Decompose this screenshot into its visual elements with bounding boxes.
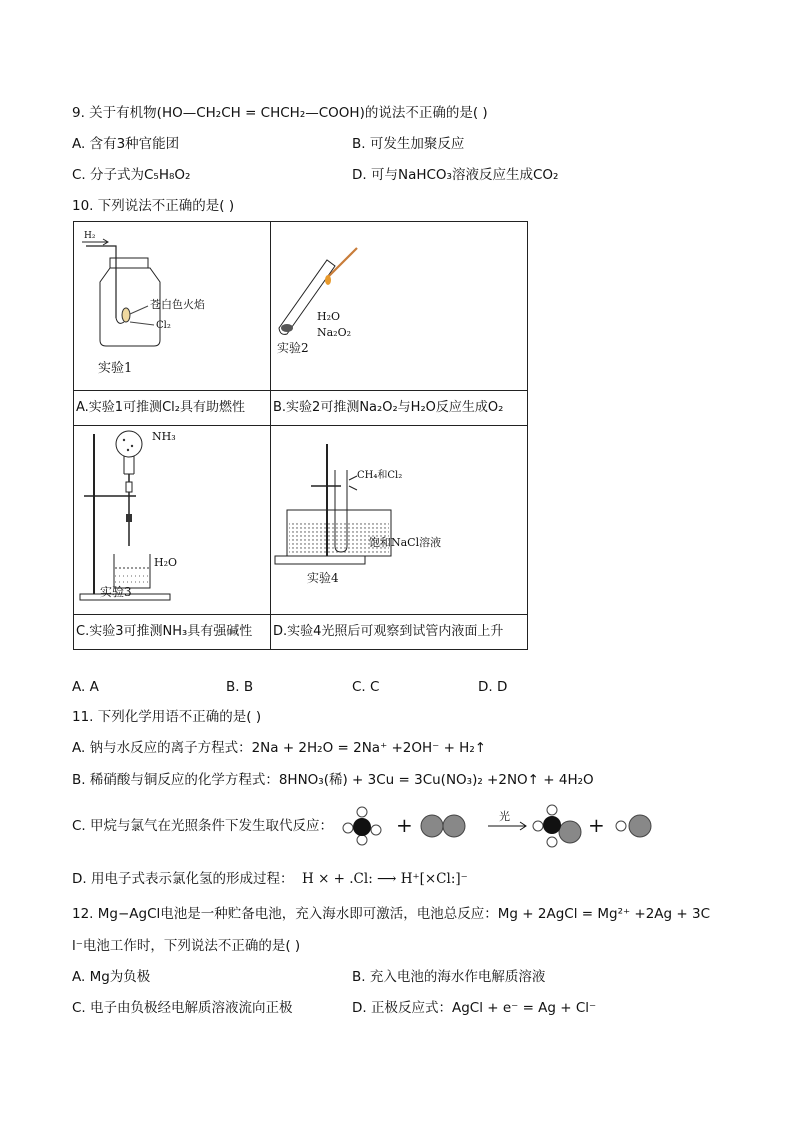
hcl-electron-formula: H × + .Cl: ⟶ H⁺[×Cl:]⁻ — [302, 871, 468, 887]
exp4-caption: D.实验4光照后可观察到试管内液面上升 — [273, 624, 504, 639]
q12-stem-line2: l⁻电池工作时，下列说法不正确的是( ) — [72, 938, 301, 954]
q12-option-b: B. 充入电池的海水作电解质溶液 — [352, 969, 546, 985]
q10-option-a: A. A — [72, 679, 99, 695]
q10-option-d: D. D — [478, 679, 508, 695]
exp1-caption: A.实验1可推测Cl₂具有助燃性 — [76, 400, 245, 415]
exp1-flame-label: 苍白色火焰 — [150, 298, 205, 311]
exp1-caption-cell — [74, 391, 271, 426]
q12-stem-line1: 12. Mg−AgCl电池是一种贮备电池，充入海水即可激活，电池总反应：Mg + 2AgCl = Mg²⁺ +2Ag + 3C — [72, 906, 711, 922]
exp4-figure-cell — [271, 426, 528, 615]
q9-option-c: C. 分子式为C₅H₈O₂ — [72, 167, 191, 183]
exp2-label: 实验2 — [277, 341, 309, 355]
exp2-water-label: H₂O — [317, 310, 341, 323]
exp1-label: 实验1 — [98, 361, 133, 376]
exp1-figure-cell — [74, 222, 271, 391]
exp3-caption: C.实验3可推测NH₃具有强碱性 — [76, 624, 253, 639]
q12-option-a: A. Mg为负极 — [72, 969, 151, 985]
q12-option-c: C. 电子由负极经电解质溶液流向正极 — [72, 1000, 293, 1016]
exp4-diagram — [271, 426, 527, 610]
q9-option-a: A. 含有3种官能团 — [72, 136, 180, 152]
q9-stem: 9. 关于有机物(HO—CH₂CH = CHCH₂—COOH)的说法不正确的是( ) — [72, 105, 488, 121]
exp3-nh3-label: NH₃ — [152, 430, 176, 443]
q11-option-d: D. 用电子式表示氯化氢的形成过程： — [72, 871, 294, 887]
exp3-label: 实验3 — [100, 585, 132, 599]
exp2-figure-cell — [271, 222, 528, 391]
exp2-na2o2-label: Na₂O₂ — [317, 326, 352, 339]
q9-option-d: D. 可与NaHCO₃溶液反应生成CO₂ — [352, 167, 559, 183]
exp3-caption-cell — [74, 615, 271, 650]
exp4-solution-label: 饱和NaCl溶液 — [369, 536, 442, 549]
exp3-water-label: H₂O — [154, 556, 178, 569]
q11-stem: 11. 下列化学用语不正确的是( ) — [72, 709, 262, 725]
reaction-light-label: 光 — [499, 810, 510, 823]
q11-option-b: B. 稀硝酸与铜反应的化学方程式：8HNO₃(稀) + 3Cu = 3Cu(NO₃)₂ +2NO↑ + 4H₂O — [72, 772, 594, 788]
exp4-caption-cell — [271, 615, 528, 650]
svg-text:+: + — [588, 813, 605, 837]
svg-text:+: + — [396, 813, 413, 837]
q12-option-d: D. 正极反应式：AgCl + e⁻ = Ag + Cl⁻ — [352, 1000, 597, 1016]
q10-option-b: B. B — [226, 679, 254, 695]
exp4-label: 实验4 — [307, 571, 339, 585]
q10-option-c: C. C — [352, 679, 380, 695]
q10-stem: 10. 下列说法不正确的是( ) — [72, 198, 235, 214]
exp2-caption: B.实验2可推测Na₂O₂与H₂O反应生成O₂ — [273, 400, 504, 415]
q9-option-b: B. 可发生加聚反应 — [352, 136, 465, 152]
exp3-figure-cell — [74, 426, 271, 615]
exp3-diagram — [74, 426, 270, 610]
exp1-h2-label: H₂ — [84, 231, 96, 241]
q11-option-c: C. 甲烷与氯气在光照条件下发生取代反应： — [72, 818, 334, 834]
exp4-gas-label: CH₄和Cl₂ — [357, 470, 403, 481]
exp1-cl2-label: Cl₂ — [156, 320, 171, 331]
exp2-caption-cell — [271, 391, 528, 426]
experiment-table — [73, 221, 528, 650]
exp1-diagram — [74, 222, 270, 386]
q11-option-a: A. 钠与水反应的离子方程式：2Na + 2H₂O = 2Na⁺ +2OH⁻ + H₂↑ — [72, 740, 487, 756]
methane-chlorination-diagram — [340, 800, 660, 852]
exp2-diagram — [271, 222, 527, 386]
